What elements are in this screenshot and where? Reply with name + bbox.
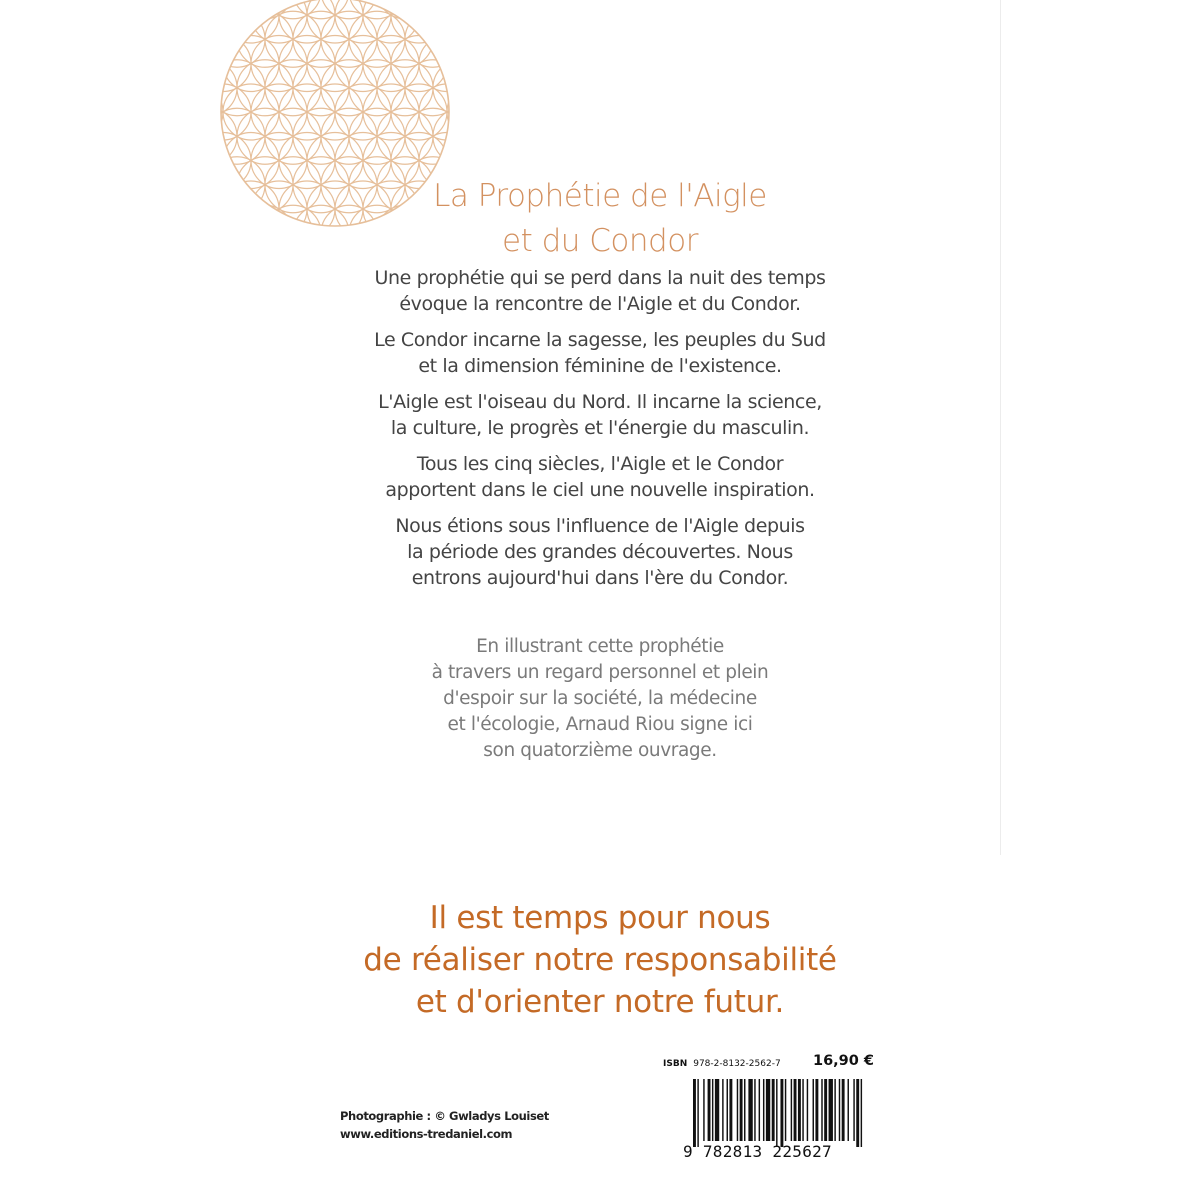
barcode-bar: [737, 1079, 738, 1141]
barcode-bar: [703, 1079, 704, 1141]
isbn-label: ISBN: [663, 1059, 688, 1069]
barcode-panel: [663, 1053, 875, 1165]
flower-circle: [215, 11, 265, 67]
author-blurb-line: à travers un regard personnel et plein: [431, 662, 769, 683]
barcode-bar: [848, 1079, 849, 1141]
barcode-bar: [754, 1079, 755, 1141]
barcode-bar: [815, 1079, 818, 1141]
synopsis-line: et la dimension féminine de l'existence.: [418, 355, 782, 377]
barcode-bar: [807, 1079, 808, 1141]
synopsis-line: Tous les cinq siècles, l'Aigle et le Condor: [416, 453, 784, 475]
book-title-line: La Prophétie de l'Aigle: [433, 178, 767, 214]
author-blurb-line: son quatorzième ouvrage.: [483, 740, 717, 761]
barcode-bar: [780, 1079, 783, 1147]
barcode-bar: [729, 1079, 732, 1141]
flower-circle: [215, 132, 251, 188]
price: 16,90 €: [813, 1053, 875, 1069]
tagline-line: Il est temps pour nous: [429, 900, 771, 936]
barcode-bar: [813, 1079, 814, 1141]
barcode-bar: [785, 1079, 786, 1141]
isbn-line: [663, 1055, 781, 1073]
flower-circle: [433, 108, 455, 164]
synopsis-paragraph: [330, 513, 870, 591]
barcode-bar: [715, 1079, 719, 1141]
book-title: [350, 174, 850, 264]
barcode-icon: [693, 1079, 865, 1147]
flower-circle: [215, 108, 237, 164]
author-blurb: [380, 634, 820, 764]
photo-credit: Photographie : © Gwladys Louiset: [340, 1109, 549, 1123]
barcode-bar: [708, 1079, 711, 1141]
flower-circle: [215, 157, 265, 213]
synopsis-paragraph: [330, 265, 870, 317]
tagline-line: de réaliser notre responsabilité: [363, 942, 837, 978]
synopsis-paragraph: [330, 451, 870, 503]
credits: [340, 1107, 549, 1143]
synopsis-line: Le Condor incarne la sagesse, les peuples du Sud: [374, 329, 826, 351]
flower-circle: [419, 36, 455, 92]
barcode-bar: [791, 1079, 792, 1141]
flower-circle: [215, 36, 251, 92]
barcode-bar: [824, 1079, 827, 1141]
barcode-bar: [712, 1079, 713, 1141]
author-blurb-line: et l'écologie, Arnaud Riou signe ici: [447, 714, 753, 735]
book-title-line: et du Condor: [502, 223, 698, 259]
barcode-bar: [794, 1079, 797, 1141]
barcode-bar: [772, 1079, 775, 1141]
synopsis-line: la période des grandes découvertes. Nous: [407, 541, 793, 563]
barcode-bar: [727, 1079, 728, 1141]
barcode-bar: [839, 1079, 840, 1141]
synopsis-paragraph: [330, 389, 870, 441]
barcode-bar: [693, 1079, 696, 1147]
tagline-line: et d'orienter notre futur.: [415, 984, 785, 1020]
barcode-bar: [853, 1079, 854, 1141]
barcode-bar: [802, 1079, 803, 1141]
synopsis-line: entrons aujourd'hui dans l'ère du Condor.: [411, 567, 789, 589]
author-blurb-line: d'espoir sur la société, la médecine: [443, 688, 757, 709]
flower-circle: [433, 60, 455, 116]
barcode-bar: [740, 1079, 743, 1141]
flower-circle: [405, 11, 455, 67]
barcode-bar: [856, 1079, 859, 1147]
barcode-bar: [763, 1079, 764, 1141]
barcode-bar: [829, 1079, 833, 1141]
synopsis-line: Nous étions sous l'influence de l'Aigle depuis: [395, 515, 805, 537]
barcode-bar: [697, 1079, 698, 1147]
barcode-digits: 9 782813 225627: [683, 1142, 832, 1161]
barcode-bar: [834, 1079, 835, 1141]
barcode-bar: [722, 1079, 723, 1141]
barcode-bar: [798, 1079, 801, 1141]
flower-circle: [293, 205, 349, 232]
flower-circle: [237, 205, 293, 232]
isbn-value: 978-2-8132-2562-7: [693, 1059, 781, 1069]
synopsis-line: L'Aigle est l'oiseau du Nord. Il incarne la science,: [378, 391, 822, 413]
author-blurb-line: En illustrant cette prophétie: [476, 636, 724, 657]
barcode-bar: [861, 1079, 862, 1147]
barcode-bar: [744, 1079, 745, 1141]
synopsis-line: évoque la rencontre de l'Aigle et du Condor.: [399, 293, 801, 315]
barcode-bar: [821, 1079, 822, 1141]
synopsis-line: Une prophétie qui se perd dans la nuit des temps: [374, 267, 826, 289]
barcode-bar: [748, 1079, 752, 1141]
barcode-bar: [842, 1079, 845, 1141]
synopsis: [330, 265, 870, 601]
synopsis-paragraph: [330, 327, 870, 379]
tagline: [300, 897, 900, 1023]
synopsis-line: apportent dans le ciel une nouvelle inspiration.: [385, 479, 815, 501]
publisher-website: www.editions-tredaniel.com: [340, 1127, 513, 1141]
flower-circle: [215, 60, 237, 116]
barcode-bar: [776, 1079, 777, 1147]
cover-edge-line: [1000, 0, 1001, 855]
barcode-bar: [759, 1079, 760, 1141]
synopsis-line: la culture, le progrès et l'énergie du masculin.: [390, 417, 810, 439]
barcode-bar: [766, 1079, 770, 1141]
